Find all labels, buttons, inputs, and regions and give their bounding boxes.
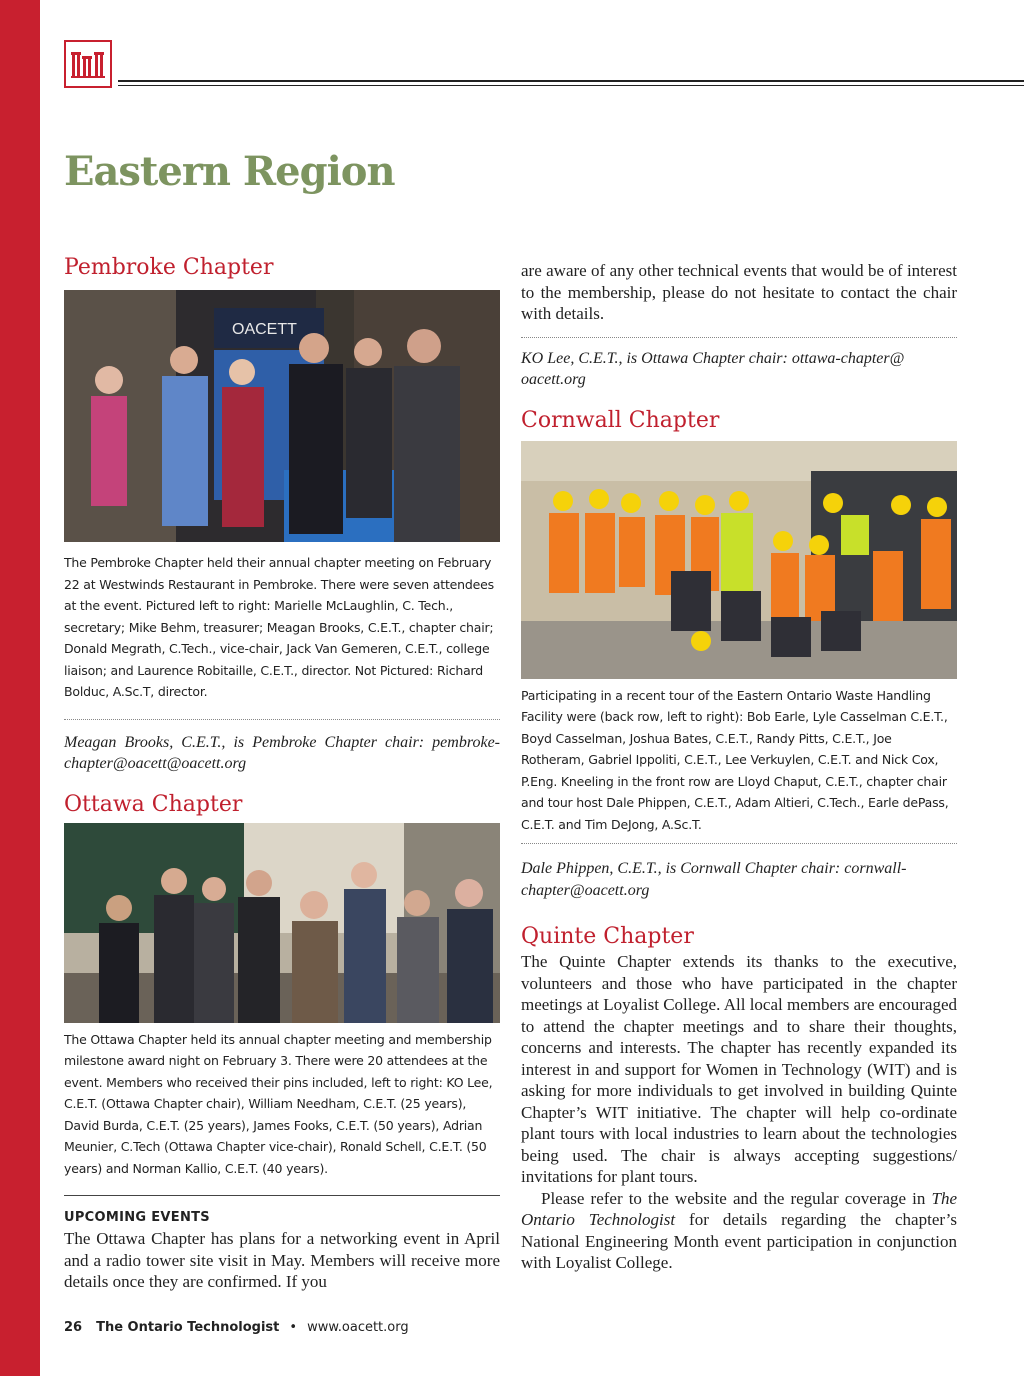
page-footer xyxy=(64,1320,409,1335)
quinte-paragraph-2-end: for details regarding the chapter’s National Engineering Month event participation in conjunction with Loyalist College. xyxy=(521,1210,958,1272)
quinte-heading: Quinte Chapter xyxy=(521,924,694,949)
header-rule xyxy=(118,80,1024,82)
cornwall-photo xyxy=(521,441,957,679)
ottawa-photo xyxy=(64,823,500,1023)
upcoming-events-body: The Ottawa Chapter has plans for a networking event in April and a radio tower site visit in May. Members will receive more details once they are confirmed. If you xyxy=(64,1229,500,1291)
cornwall-heading: Cornwall Chapter xyxy=(521,407,720,433)
quinte-publication-name: The Ontario Technologist xyxy=(521,1188,957,1229)
ottawa-heading: Ottawa Chapter xyxy=(64,791,243,817)
ottawa-signature: KO Lee, C.E.T., is Ottawa Chapter chair: ottawa-chapter@ oacett.org xyxy=(521,349,905,388)
quinte-paragraph-2-start: Please refer to the website and the regular coverage in xyxy=(541,1188,932,1208)
oacett-logo-icon xyxy=(64,40,112,88)
page-number: 26 xyxy=(64,1320,83,1335)
footer-website-link[interactable]: www.oacett.org xyxy=(307,1320,409,1335)
pembroke-banner-text: OACETT xyxy=(232,321,297,338)
left-column xyxy=(64,252,500,1293)
quinte-paragraph-2 xyxy=(521,1188,957,1274)
cornwall-caption: Participating in a recent tour of the Eastern Ontario Waste Handling Facility were (back row, left to right): Bob Earle, Lyle Casselman C.E.T., Boyd Casselman, Joshua Bates, C.E.T., Randy Pitts, C.E.T., Joe Rotheram, Gabriel Ippoliti, C.E.T., Lee Verkuylen, C.E.T. and Nick Cox, P.Eng. Kneeling in the front row are Lloyd Chaput, C.E.T., chapter chair and tour host Dale Phippen, C.E.T., Adam Altieri, C.Tech., Earle dePass, C.E.T. and Tim DeJong, A.Sc.T. xyxy=(521,687,949,832)
footer-bullet: • xyxy=(289,1320,298,1335)
upcoming-events-heading: UPCOMING EVENTS xyxy=(64,1210,210,1225)
pembroke-divider xyxy=(64,719,500,720)
cornwall-divider xyxy=(521,843,957,844)
pembroke-photo xyxy=(64,290,500,542)
left-red-bar xyxy=(0,0,40,1376)
quinte-paragraph-1: The Quinte Chapter extends its thanks to the executive, volunteers and those who have participated in the chapter meetings at Loyalist College. All local members are encouraged to attend the chapter meetings and to share their thoughts, concerns and interests. The chapter has recently expanded its interest in and support for Women in Technology (WIT) and is asking for more individuals to get involved in building Quinte Chapter’s WIT initiative. The chapter will help co-ordinate plant tours with local industries to learn about the technologies being used. The chair is always accepting suggestions/ invitations for plant tours. xyxy=(521,952,957,1186)
ottawa-caption: The Ottawa Chapter held its annual chapter meeting and membership milestone award night on February 3. There were 20 attendees at the event. Members who received their pins included, left to right: KO Lee, C.E.T. (Ottawa Chapter chair), William Needham, C.E.T. (25 years), David Burda, C.E.T. (25 years), James Fooks, C.E.T. (50 years), Adrian Meunier, C.Tech (Ottawa Chapter vice-chair), Ronald Schell, C.E.T. (50 years) and Norman Kallio, C.E.T. (40 years). xyxy=(64,1031,493,1176)
page-title: Eastern Region xyxy=(64,148,395,195)
cornwall-signature: Dale Phippen, C.E.T., is Cornwall Chapter chair: cornwall-chapter@oacett.org xyxy=(521,860,907,899)
upcoming-events-body-continued: are aware of any other technical events that would be of interest to the membership, please do not hesitate to contact the chair with details. xyxy=(521,261,957,323)
pembroke-signature: Meagan Brooks, C.E.T., is Pembroke Chapter chair: pembroke-chapter@oacett@oacett.org xyxy=(64,733,500,772)
pembroke-caption: The Pembroke Chapter held their annual chapter meeting on February 22 at Westwinds Restaurant in Pembroke. There were seven attendees at the event. Pictured left to right: Marielle McLaughlin, C. Tech., secretary; Mike Behm, treasurer; Meagan Brooks, C.E.T., chapter chair; Donald Megrath, C.Tech., vice-chair, Jack Van Gemeren, C.E.T., college liaison; and Laurence Robitaille, C.E.T., director. Not Pictured: Richard Bolduc, A.Sc.T, director. xyxy=(64,555,494,699)
header-rule-thin xyxy=(118,85,1024,86)
right-column xyxy=(521,260,957,1274)
pembroke-heading: Pembroke Chapter xyxy=(64,255,274,280)
ottawa-signature-divider xyxy=(521,337,957,338)
ottawa-divider xyxy=(64,1195,500,1196)
publication-name: The Ontario Technologist xyxy=(96,1320,280,1335)
